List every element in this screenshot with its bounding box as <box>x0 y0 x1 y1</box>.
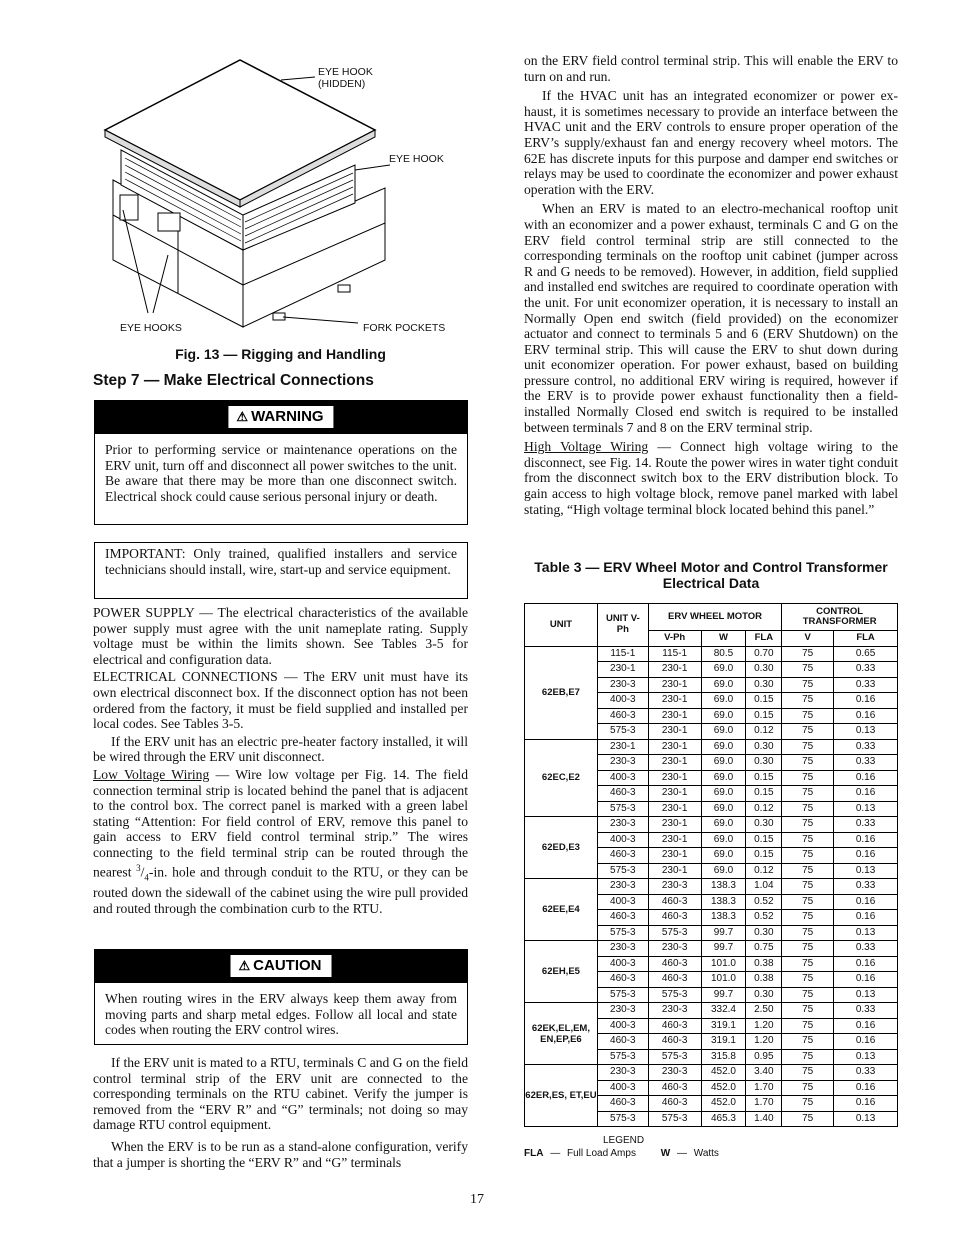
table-cell: 460-3 <box>648 894 701 910</box>
table-cell: 75 <box>782 1003 834 1019</box>
table-cell: 400-3 <box>597 832 648 848</box>
table-cell: 75 <box>782 879 834 895</box>
table-cell: 575-3 <box>597 724 648 740</box>
table-cell: 75 <box>782 770 834 786</box>
table-cell: 1.40 <box>746 1111 782 1127</box>
table-cell: 400-3 <box>597 894 648 910</box>
table-cell: 69.0 <box>701 817 746 833</box>
preheater-paragraph: If the ERV unit has an electric pre-heater factory installed, it will be wired through the ERV unit disconnect. <box>93 733 468 765</box>
table-cell: 230-1 <box>648 708 701 724</box>
table-cell: 0.16 <box>834 1080 898 1096</box>
table-cell: 0.33 <box>834 1003 898 1019</box>
legend-fla-def: Full Load Amps <box>567 1148 636 1159</box>
table-cell: 460-3 <box>597 910 648 926</box>
table-cell: 0.75 <box>746 941 782 957</box>
table-cell: 230-1 <box>648 739 701 755</box>
section-heading: Step 7 — Make Electrical Connections <box>93 372 374 389</box>
table-cell: 99.7 <box>701 941 746 957</box>
low-voltage-text-b: -in. hole and through conduit to the RTU, or they can be routed down the sidewall of the cabinet using the wire pull provided and routed through the combination curb to the RTU. <box>93 864 468 916</box>
label-eye-hook-hidden: EYE HOOK (HIDDEN) <box>318 66 373 90</box>
label-eye-hook: EYE HOOK <box>389 153 444 165</box>
standalone-paragraph: When the ERV is to be run as a stand-alone configuration, verify that a jumper is shorting the “ERV R” and “G” terminals <box>93 1138 468 1170</box>
caution-box <box>94 949 468 1045</box>
table-row <box>525 1003 898 1019</box>
table-cell: 460-3 <box>648 1096 701 1112</box>
table-cell: 575-3 <box>597 925 648 941</box>
table-cell: 575-3 <box>597 863 648 879</box>
table-cell: 0.30 <box>746 817 782 833</box>
table-cell: 230-1 <box>648 724 701 740</box>
table-cell: 0.33 <box>834 662 898 678</box>
table-cell: 0.12 <box>746 863 782 879</box>
table-cell: 230-1 <box>648 863 701 879</box>
table-cell: 75 <box>782 801 834 817</box>
table-cell: 319.1 <box>701 1034 746 1050</box>
table-row <box>525 646 898 662</box>
table-cell: 460-3 <box>597 972 648 988</box>
erv-unit-drawing <box>93 55 468 345</box>
unit-cell: 62EH,E5 <box>525 941 598 1003</box>
table-cell: 0.33 <box>834 817 898 833</box>
table-cell: 1.04 <box>746 879 782 895</box>
table-cell: 575-3 <box>648 925 701 941</box>
table-cell: 0.52 <box>746 910 782 926</box>
table-cell: 400-3 <box>597 956 648 972</box>
table-cell: 460-3 <box>648 956 701 972</box>
table-cell: 230-1 <box>648 770 701 786</box>
hvac-economizer-paragraph: If the HVAC unit has an integrated economizer or power exhaust, it is sometimes necessary to provide an interface between the HVAC unit and the ERV controls to ensure proper operation of the ERV’s supply/exhaust fan and energy recovery wheel motors. The 62E has discrete inputs for this purpose and damper end switches or relays may be used to coordinate the economizer and power exhaust operation with the ERV. <box>524 88 898 197</box>
table-cell: 230-1 <box>648 848 701 864</box>
table-cell: 460-3 <box>597 848 648 864</box>
table-cell: 230-1 <box>648 755 701 771</box>
unit-cell: 62ER,ES, ET,EU <box>525 1065 598 1127</box>
table-cell: 0.70 <box>746 646 782 662</box>
table-cell: 75 <box>782 910 834 926</box>
legend-w-def: Watts <box>693 1148 719 1159</box>
table-cell: 230-1 <box>597 739 648 755</box>
table-cell: 0.15 <box>746 693 782 709</box>
table-cell: 69.0 <box>701 755 746 771</box>
table-cell: 0.15 <box>746 770 782 786</box>
table-cell: 319.1 <box>701 1018 746 1034</box>
table-cell: 69.0 <box>701 693 746 709</box>
table-cell: 0.16 <box>834 894 898 910</box>
header-unit: UNIT <box>525 604 598 647</box>
table-cell: 230-1 <box>597 662 648 678</box>
high-voltage-paragraph <box>524 439 898 517</box>
table-cell: 230-3 <box>597 755 648 771</box>
table-cell: 75 <box>782 1034 834 1050</box>
table-cell: 0.16 <box>834 910 898 926</box>
table-cell: 0.12 <box>746 724 782 740</box>
table-legend <box>524 1134 719 1160</box>
table-cell: 69.0 <box>701 863 746 879</box>
table-cell: 0.30 <box>746 739 782 755</box>
table-cell: 0.13 <box>834 1111 898 1127</box>
electro-mechanical-paragraph: When an ERV is mated to an electro-mechanical rooftop unit with an economizer and a power exhaust, terminals C and G on the ERV field control terminal strip are still connected to the corresponding terminals on the rooftop unit cabinet (jumper across R and G needs to be removed). However, in addition, field supplied and installed end switches are required to coordinate operation with the unit. For unit economizer operation, it is necessary to install an Normally Open end switch (field provided) on the economizer actuator and connect to terminals 5 and 6 (ERV Shutdown) on the ERV terminal strip. This will cause the ERV to shut down during unit economizer operation. For power exhaust, based on building pressure control, no additional ERV wiring is required, however if the ERV is to provide power exhaust functionality then a field-installed Normally Closed end switch is required to be installed between terminals 7 and 8 on the ERV terminal strip. <box>524 201 898 435</box>
warning-label <box>228 406 333 428</box>
rigging-figure <box>93 55 468 345</box>
table-cell: 400-3 <box>597 1080 648 1096</box>
table-cell: 75 <box>782 1065 834 1081</box>
table-cell: 0.16 <box>834 1018 898 1034</box>
table-cell: 75 <box>782 1018 834 1034</box>
table-cell: 0.33 <box>834 677 898 693</box>
low-voltage-heading: Low Voltage Wiring <box>93 766 210 782</box>
table-cell: 452.0 <box>701 1096 746 1112</box>
table-cell: 0.33 <box>834 879 898 895</box>
high-voltage-text: — Connect high voltage wiring to the disconnect, see Fig. 14. Route the power wires in water tight conduit from the disconnect switch box to the ERV distribution block. To gain access to high voltage block, remove panel marked with label stating, “High voltage terminal block located behind this panel.” <box>524 439 898 517</box>
header-fla-transformer: FLA <box>834 631 898 647</box>
table-cell: 400-3 <box>597 770 648 786</box>
table-cell: 230-3 <box>597 677 648 693</box>
table-body <box>525 646 898 1127</box>
table-cell: 0.15 <box>746 708 782 724</box>
table-row <box>525 941 898 957</box>
warning-box <box>94 400 468 525</box>
table-cell: 230-3 <box>648 1065 701 1081</box>
header-fla: FLA <box>746 631 782 647</box>
table-cell: 0.65 <box>834 646 898 662</box>
table-cell: 230-3 <box>597 879 648 895</box>
header-v: V <box>782 631 834 647</box>
important-text: IMPORTANT: Only trained, qualified installers and service technicians should install, wire, start-up and service equipment. <box>105 546 457 577</box>
table-cell: 465.3 <box>701 1111 746 1127</box>
table-cell: 0.16 <box>834 786 898 802</box>
table-cell: 75 <box>782 724 834 740</box>
table-cell: 0.13 <box>834 1049 898 1065</box>
table-cell: 0.13 <box>834 863 898 879</box>
unit-cell: 62ED,E3 <box>525 817 598 879</box>
table-cell: 0.33 <box>834 1065 898 1081</box>
figure-caption: Fig. 13 — Rigging and Handling <box>175 346 386 362</box>
table-cell: 75 <box>782 646 834 662</box>
table-cell: 75 <box>782 1111 834 1127</box>
table-cell: 0.13 <box>834 801 898 817</box>
fraction-denominator: 4 <box>144 871 149 882</box>
table-cell: 0.30 <box>746 987 782 1003</box>
warning-text: Prior to performing service or maintenance operations on the ERV unit, turn off and disconnect all power switches to the unit. Be aware that there may be more than one disconnect switch. Electrical shock could cause serious personal injury or death. <box>105 442 457 504</box>
table-cell: 230-3 <box>597 817 648 833</box>
table-cell: 1.70 <box>746 1080 782 1096</box>
warning-title: WARNING <box>251 408 324 425</box>
header-w: W <box>701 631 746 647</box>
header-erv-wheel-motor: ERV WHEEL MOTOR <box>648 604 781 631</box>
table-cell: 69.0 <box>701 832 746 848</box>
table-cell: 0.52 <box>746 894 782 910</box>
table-cell: 315.8 <box>701 1049 746 1065</box>
table-cell: 0.16 <box>834 848 898 864</box>
table-cell: 75 <box>782 677 834 693</box>
table-cell: 0.95 <box>746 1049 782 1065</box>
left-column-text <box>93 605 468 917</box>
table-cell: 138.3 <box>701 910 746 926</box>
table-cell: 230-1 <box>648 662 701 678</box>
table-cell: 230-1 <box>648 786 701 802</box>
table-cell: 75 <box>782 1096 834 1112</box>
table-cell: 69.0 <box>701 662 746 678</box>
table-cell: 460-3 <box>648 1034 701 1050</box>
table-cell: 0.12 <box>746 801 782 817</box>
label-eye-hooks: EYE HOOKS <box>120 322 182 334</box>
table-cell: 0.30 <box>746 677 782 693</box>
table-cell: 400-3 <box>597 1018 648 1034</box>
table-cell: 75 <box>782 817 834 833</box>
table-cell: 230-1 <box>648 801 701 817</box>
table-cell: 101.0 <box>701 956 746 972</box>
table-cell: 460-3 <box>648 910 701 926</box>
table-cell: 230-1 <box>648 817 701 833</box>
caution-title: CAUTION <box>253 957 322 974</box>
unit-cell: 62EE,E4 <box>525 879 598 941</box>
table-cell: 0.33 <box>834 941 898 957</box>
table-cell: 460-3 <box>597 708 648 724</box>
table-cell: 575-3 <box>648 1049 701 1065</box>
table-cell: 80.5 <box>701 646 746 662</box>
table-cell: 230-1 <box>648 832 701 848</box>
table-cell: 0.16 <box>834 708 898 724</box>
table-cell: 452.0 <box>701 1065 746 1081</box>
table-cell: 0.33 <box>834 739 898 755</box>
table-cell: 460-3 <box>648 1018 701 1034</box>
power-supply-paragraph: POWER SUPPLY — The electrical characteristics of the available power supply must agree with the unit nameplate rating. Supply voltage must be within the limits shown. See Tables 3-5 for electrical and configuration data. <box>93 605 468 667</box>
table-row <box>525 879 898 895</box>
table-cell: 75 <box>782 755 834 771</box>
high-voltage-heading: High Voltage Wiring <box>524 439 649 455</box>
header-vph: V-Ph <box>648 631 701 647</box>
legend-fla-abbr: FLA <box>524 1148 544 1159</box>
table-cell: 0.16 <box>834 1034 898 1050</box>
table-cell: 75 <box>782 1049 834 1065</box>
table-cell: 460-3 <box>597 1034 648 1050</box>
table-cell: 0.15 <box>746 848 782 864</box>
table-cell: 75 <box>782 708 834 724</box>
table-cell: 575-3 <box>597 1111 648 1127</box>
table-cell: 460-3 <box>648 972 701 988</box>
table-cell: 2.50 <box>746 1003 782 1019</box>
table-cell: 75 <box>782 1080 834 1096</box>
table-cell: 230-3 <box>648 941 701 957</box>
legend-entries: FLA — Full Load Amps W — Watts <box>524 1148 719 1159</box>
table-cell: 460-3 <box>597 1096 648 1112</box>
table-cell: 101.0 <box>701 972 746 988</box>
table-cell: 0.16 <box>834 770 898 786</box>
continuation-paragraph: on the ERV field control terminal strip. This will enable the ERV to turn on and run. <box>524 53 898 84</box>
table-cell: 75 <box>782 739 834 755</box>
table-cell: 0.15 <box>746 832 782 848</box>
table-cell: 75 <box>782 662 834 678</box>
table-cell: 75 <box>782 987 834 1003</box>
table-cell: 75 <box>782 972 834 988</box>
table-cell: 0.13 <box>834 987 898 1003</box>
table-cell: 69.0 <box>701 677 746 693</box>
important-box <box>94 542 468 599</box>
unit-cell: 62EC,E2 <box>525 739 598 817</box>
table-cell: 69.0 <box>701 801 746 817</box>
caution-header <box>95 950 467 983</box>
table-cell: 138.3 <box>701 879 746 895</box>
table-cell: 75 <box>782 941 834 957</box>
table-cell: 75 <box>782 894 834 910</box>
table-cell: 0.30 <box>746 662 782 678</box>
table-cell: 0.13 <box>834 925 898 941</box>
left-column-bottom-text <box>93 1055 468 1170</box>
table-cell: 575-3 <box>597 1049 648 1065</box>
table-cell: 575-3 <box>597 987 648 1003</box>
table-cell: 575-3 <box>648 1111 701 1127</box>
table-cell: 0.16 <box>834 972 898 988</box>
table-cell: 0.16 <box>834 1096 898 1112</box>
table-cell: 69.0 <box>701 786 746 802</box>
caution-triangle-icon: ⚠ <box>238 958 251 973</box>
table-cell: 75 <box>782 693 834 709</box>
header-unit-vph: UNIT V-Ph <box>597 604 648 647</box>
table-cell: 75 <box>782 786 834 802</box>
table-cell: 230-3 <box>648 879 701 895</box>
table-cell: 75 <box>782 832 834 848</box>
table-cell: 0.33 <box>834 755 898 771</box>
table-cell: 230-3 <box>597 1065 648 1081</box>
unit-cell: 62EK,EL,EM, EN,EP,E6 <box>525 1003 598 1065</box>
table-cell: 0.16 <box>834 693 898 709</box>
label-fork-pockets: FORK POCKETS <box>363 322 446 334</box>
table-row <box>525 817 898 833</box>
table-cell: 115-1 <box>648 646 701 662</box>
unit-cell: 62EB,E7 <box>525 646 598 739</box>
rtu-terminals-paragraph: If the ERV unit is mated to a RTU, terminals C and G on the field control terminal strip of the ERV unit are connected to the corresponding terminals on the RTU cabinet. Verify the jumper is removed from the “ERV R” and “G” terminals; not doing so may damage RTU control equipment. <box>93 1055 468 1133</box>
table-cell: 69.0 <box>701 770 746 786</box>
table-cell: 332.4 <box>701 1003 746 1019</box>
table-cell: 75 <box>782 863 834 879</box>
table-cell: 0.15 <box>746 786 782 802</box>
low-voltage-paragraph: Low Voltage Wiring — Wire low voltage per Fig. 14. The field connection terminal strip is located behind the panel that is adjacent to the control box. The correct panel is marked with a green label stating “Attention: For field control of ERV, remove this panel to gain access to ERV field control terminal strip.” The wires connecting to the field terminal strip can be routed through the nearest $^3/_4-in$. hole and through conduit to the RTU, or they can be routed down the sidewall of the cabinet using the wire pull provided and routed through the combination curb to the RTU. <box>93 766 468 916</box>
table-row <box>525 1065 898 1081</box>
table-cell: 1.20 <box>746 1034 782 1050</box>
table-cell: 0.30 <box>746 755 782 771</box>
warning-header <box>95 401 467 434</box>
fraction-numerator: 3 <box>136 862 141 873</box>
table-cell: 575-3 <box>597 801 648 817</box>
legend-title: LEGEND <box>603 1135 645 1146</box>
electrical-data-table <box>524 603 898 1127</box>
header-control-transformer: CONTROL TRANSFORMER <box>782 604 898 631</box>
table-cell: 460-3 <box>597 786 648 802</box>
electrical-connections-paragraph: ELECTRICAL CONNECTIONS — The ERV unit must have its own electrical disconnect box. If the disconnect option has not been ordered from the factory, it must be field supplied and installed per local codes. See Tables 3-5. <box>93 669 468 732</box>
table-cell: 452.0 <box>701 1080 746 1096</box>
right-column-text <box>524 53 898 517</box>
table-cell: 99.7 <box>701 925 746 941</box>
table-cell: 75 <box>782 925 834 941</box>
table-cell: 460-3 <box>648 1080 701 1096</box>
table-cell: 230-1 <box>648 677 701 693</box>
table-cell: 75 <box>782 848 834 864</box>
table-cell: 0.13 <box>834 724 898 740</box>
table-cell: 0.30 <box>746 925 782 941</box>
table-cell: 230-3 <box>597 1003 648 1019</box>
table-cell: 0.16 <box>834 956 898 972</box>
table-title: Table 3 — ERV Wheel Motor and Control Transformer Electrical Data <box>534 559 888 591</box>
table-cell: 0.16 <box>834 832 898 848</box>
table-cell: 575-3 <box>648 987 701 1003</box>
low-voltage-text-a: — Wire low voltage per Fig. 14. The field connection terminal strip is located behind the panel that is adjacent to the control box. The correct panel is marked with a green label stating “Attention: For field control of ERV, remove this panel to gain access to ERV field control terminal strip.” The wires connecting to the field terminal strip can be routed through the nearest <box>93 766 468 880</box>
table-row <box>525 739 898 755</box>
table-cell: 69.0 <box>701 724 746 740</box>
table-cell: 138.3 <box>701 894 746 910</box>
table-cell: 0.38 <box>746 972 782 988</box>
table-cell: 115-1 <box>597 646 648 662</box>
table-cell: 230-3 <box>648 1003 701 1019</box>
warning-triangle-icon: ⚠ <box>236 409 249 424</box>
table-cell: 3.40 <box>746 1065 782 1081</box>
table-cell: 69.0 <box>701 739 746 755</box>
table-cell: 400-3 <box>597 693 648 709</box>
table-cell: 0.38 <box>746 956 782 972</box>
table-cell: 1.20 <box>746 1018 782 1034</box>
caution-label <box>231 955 332 977</box>
table-cell: 69.0 <box>701 708 746 724</box>
table-cell: 1.70 <box>746 1096 782 1112</box>
table-cell: 230-3 <box>597 941 648 957</box>
caution-text: When routing wires in the ERV always keep them away from moving parts and sharp metal edges. Follow all local and state codes when routing the ERV control wires. <box>105 991 457 1038</box>
table-cell: 69.0 <box>701 848 746 864</box>
table-cell: 99.7 <box>701 987 746 1003</box>
table-cell: 230-1 <box>648 693 701 709</box>
legend-w-abbr: W <box>660 1148 671 1159</box>
table-cell: 75 <box>782 956 834 972</box>
page-number: 17 <box>470 1192 484 1207</box>
